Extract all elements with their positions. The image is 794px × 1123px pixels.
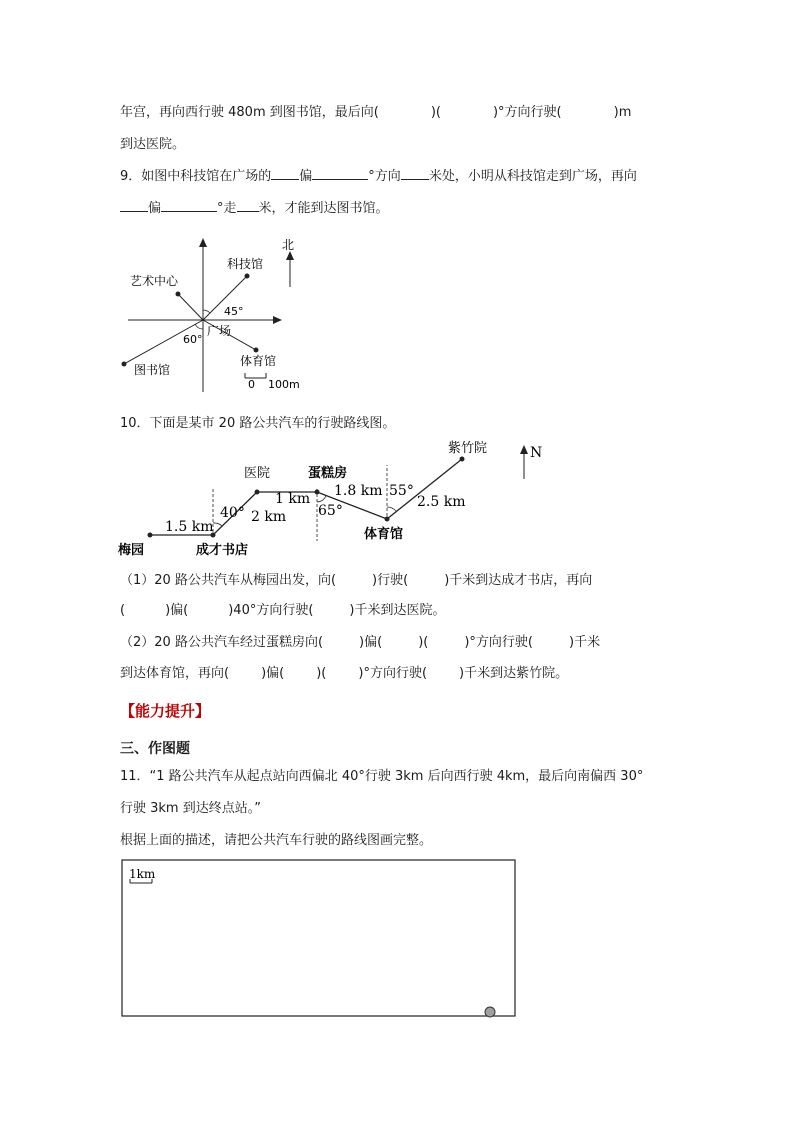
q11-line-3: 根据上面的描述，请把公共汽车行驶的路线图画完整。 (120, 833, 433, 848)
q9-blank[interactable] (120, 199, 148, 212)
q9-line-2: 偏 °走 米，才能到达图书馆。 (120, 199, 389, 217)
distance-5: 2.5 km (417, 494, 466, 510)
meiyuan-label: 梅园 (118, 543, 145, 558)
bookstore-label: 成才书店 (196, 543, 249, 558)
angle-60-arc (195, 324, 203, 329)
q10-route-map (110, 437, 560, 562)
north-arrow-head (286, 251, 294, 260)
n-arrow-head (520, 445, 528, 454)
angle-40-label: 40° (220, 505, 245, 521)
library-label: 图书馆 (134, 363, 171, 377)
q10-s1-line-1: （1）20 路公共汽车从梅园出发，向( )行驶( )千米到达成才书店，再向 (120, 573, 593, 588)
q10-s2-line-1: （2）20 路公共汽车经过蛋糕房向( )偏( )( )°方向行驶( )千米 (120, 635, 601, 650)
q9-blank[interactable] (161, 199, 217, 212)
start-station-point (485, 1007, 495, 1017)
distance-3: 1 km (275, 491, 311, 507)
stadium-point (254, 348, 259, 353)
section-tag: 【能力提升】 (120, 702, 211, 720)
n-label: N (530, 445, 543, 461)
art-center-label: 艺术中心 (130, 274, 179, 288)
section-heading: 三、作图题 (120, 741, 190, 757)
angle-45-arc (203, 310, 210, 313)
q9-blank[interactable] (271, 167, 299, 180)
q11-line-1: 11．“1 路公共汽车从起点站向西偏北 40°行驶 3km 后向西行驶 4km，最后向南偏西 30° (120, 769, 644, 784)
science-museum-label: 科技馆 (227, 257, 264, 271)
q10-intro: 10．下面是某市 20 路公共汽车的行驶路线图。 (120, 416, 396, 431)
stop-zizhuyuan (460, 457, 465, 462)
distance-4: 1.8 km (334, 483, 383, 499)
stop-hospital (255, 490, 260, 495)
art-center-point (176, 292, 181, 297)
q11-drawing-box[interactable] (121, 859, 517, 1019)
scale-length: 100m (268, 378, 300, 391)
q10-s1-line-2: ( )偏( )40°方向行驶( )千米到达医院。 (120, 603, 446, 618)
distance-1: 1.5 km (165, 519, 214, 535)
spoke-art (178, 294, 203, 320)
q9-line-1: 9．如图中科技馆在广场的 偏 °方向 米处，小明从科技馆走到广场，再向 (120, 169, 637, 184)
science-museum-point (245, 274, 250, 279)
east-axis-arrow (273, 316, 282, 324)
scale-label: 1km (129, 867, 156, 881)
stop-meiyuan (148, 533, 153, 538)
angle-65-label: 65° (318, 503, 343, 519)
q9-direction-diagram (110, 232, 330, 397)
angle-65-arc (317, 496, 326, 502)
zizhuyuan-label: 紫竹院 (448, 441, 488, 456)
angle-55-arc (387, 507, 396, 511)
stadium-label: 体育馆 (240, 354, 277, 368)
angle-55-label: 55° (389, 483, 414, 499)
q9-blank[interactable] (312, 167, 368, 180)
q11-line-2: 行驶 3km 到达终点站。” (120, 801, 261, 816)
angle-45-label: 45° (224, 305, 244, 318)
north-axis-arrow (199, 238, 207, 247)
square-label: 广场 (207, 324, 232, 338)
q8-line-1: 年宫，再向西行驶 480m 到图书馆，最后向( )( )°方向行驶( )m (120, 105, 632, 120)
drawing-area-frame (122, 860, 515, 1016)
distance-2: 2 km (251, 509, 287, 525)
stadium-label: 体育馆 (364, 527, 404, 542)
library-point (122, 362, 127, 367)
hospital-label: 医院 (244, 466, 271, 481)
q8-line-2: 到达医院。 (120, 137, 186, 152)
scale-zero: 0 (248, 378, 255, 391)
angle-40-arc (213, 523, 222, 526)
q10-s2-line-2: 到达体育馆，再向( )偏( )( )°方向行驶( )千米到达紫竹院。 (120, 666, 569, 681)
cake-shop-label: 蛋糕房 (308, 466, 348, 481)
angle-60-label: 60° (183, 333, 203, 346)
q9-blank[interactable] (237, 199, 259, 212)
north-label: 北 (282, 238, 295, 252)
q9-blank[interactable] (401, 167, 429, 180)
